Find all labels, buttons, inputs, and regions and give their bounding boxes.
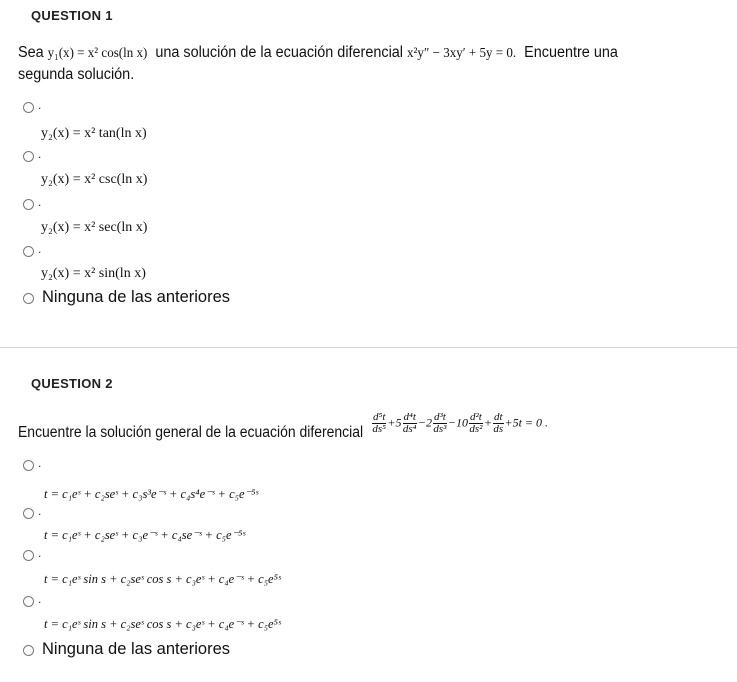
q1-option-3-math: y₂(x) = x² sec(ln x) <box>41 220 148 235</box>
eq-term-5: $\frac{dt}{ds}$ <box>493 411 504 435</box>
eq-coef-5: + <box>483 415 492 430</box>
eq-coef-4: −10 <box>447 415 468 430</box>
q2-option-5-radio[interactable] <box>23 645 34 656</box>
q2-option-4-radio[interactable] <box>23 596 34 607</box>
q1-option-4-marker: . <box>38 242 42 256</box>
question-1-prompt-line2: segunda solución. <box>18 66 135 83</box>
q2-option-3-radio[interactable] <box>23 550 34 561</box>
question-1-header: QUESTION 1 <box>31 8 113 23</box>
q2-option-2-radio[interactable] <box>23 508 34 519</box>
q2-option-1-marker: . <box>38 456 42 470</box>
q1-option-3-marker: . <box>38 195 42 209</box>
prompt-math-y1: y₁(x) = x² cos(ln x) <box>47 46 148 61</box>
q1-option-1-math: y₂(x) = x² tan(ln x) <box>41 126 147 141</box>
eq-term-1: $\frac{\text{d⁵t}}{\text{ds⁵}}$ <box>372 411 386 435</box>
q1-option-4-math: y₂(x) = x² sin(ln x) <box>41 266 146 281</box>
eq-tail: +5t = 0 . <box>504 415 549 430</box>
prompt-prefix: Sea <box>18 44 44 61</box>
q1-option-1-radio[interactable] <box>23 102 34 113</box>
q2-option-5-label: Ninguna de las anteriores <box>42 640 231 658</box>
q1-option-5-radio[interactable] <box>23 293 34 304</box>
q1-option-2-math: y₂(x) = x² csc(ln x) <box>41 172 148 187</box>
eq-coef-3: −2 <box>417 415 432 430</box>
q1-option-2-marker: . <box>38 147 42 161</box>
q1-option-1-marker: . <box>38 98 42 112</box>
eq-coef-2: +5 <box>387 415 402 430</box>
q2-option-1-math: t = c₁eˢ + c₂seˢ + c₃s³e⁻ˢ + c₄s⁴e⁻ˢ + c₅e⁻⁵ˢ <box>44 487 259 501</box>
prompt-math-equation: x²y″ − 3xy′ + 5y = 0. <box>407 46 517 61</box>
q1-option-5-label: Ninguna de las anteriores <box>42 288 231 306</box>
question-2-prompt: Encuentre la solución general de la ecuación diferencial <box>18 424 364 441</box>
q2-option-4-math: t = c₁eˢ sin s + c₂seˢ cos s + c₃eˢ + c₄e⁻ˢ + c₅e⁵ˢ <box>44 617 281 631</box>
question-2-equation <box>371 412 548 435</box>
q1-option-2-radio[interactable] <box>23 151 34 162</box>
eq-term-3: $\frac{\text{d³t}}{\text{ds³}}$ <box>433 411 447 435</box>
q2-option-3-math: t = c₁eˢ sin s + c₂seˢ cos s + c₃eˢ + c₄e⁻ˢ + c₅e⁵ˢ <box>44 572 281 586</box>
question-1-prompt <box>18 42 618 65</box>
q1-option-3-radio[interactable] <box>23 199 34 210</box>
q2-option-1-radio[interactable] <box>23 460 34 471</box>
q2-option-2-math: t = c₁eˢ + c₂seˢ + c₃e⁻ˢ + c₄se⁻ˢ + c₅e⁻⁵ˢ <box>44 528 246 542</box>
q2-option-4-marker: . <box>38 592 42 606</box>
question-divider <box>0 347 737 348</box>
q2-option-2-marker: . <box>38 504 42 518</box>
prompt-suffix: Encuentre una <box>524 44 618 61</box>
q2-option-3-marker: . <box>38 546 42 560</box>
eq-term-4: $\frac{\text{d²t}}{\text{ds²}}$ <box>469 411 483 435</box>
prompt-mid: una solución de la ecuación diferencial <box>155 44 404 61</box>
question-2-header: QUESTION 2 <box>31 376 113 391</box>
q1-option-4-radio[interactable] <box>23 246 34 257</box>
eq-term-2: $\frac{\text{d⁴t}}{\text{ds⁴}}$ <box>402 411 417 435</box>
